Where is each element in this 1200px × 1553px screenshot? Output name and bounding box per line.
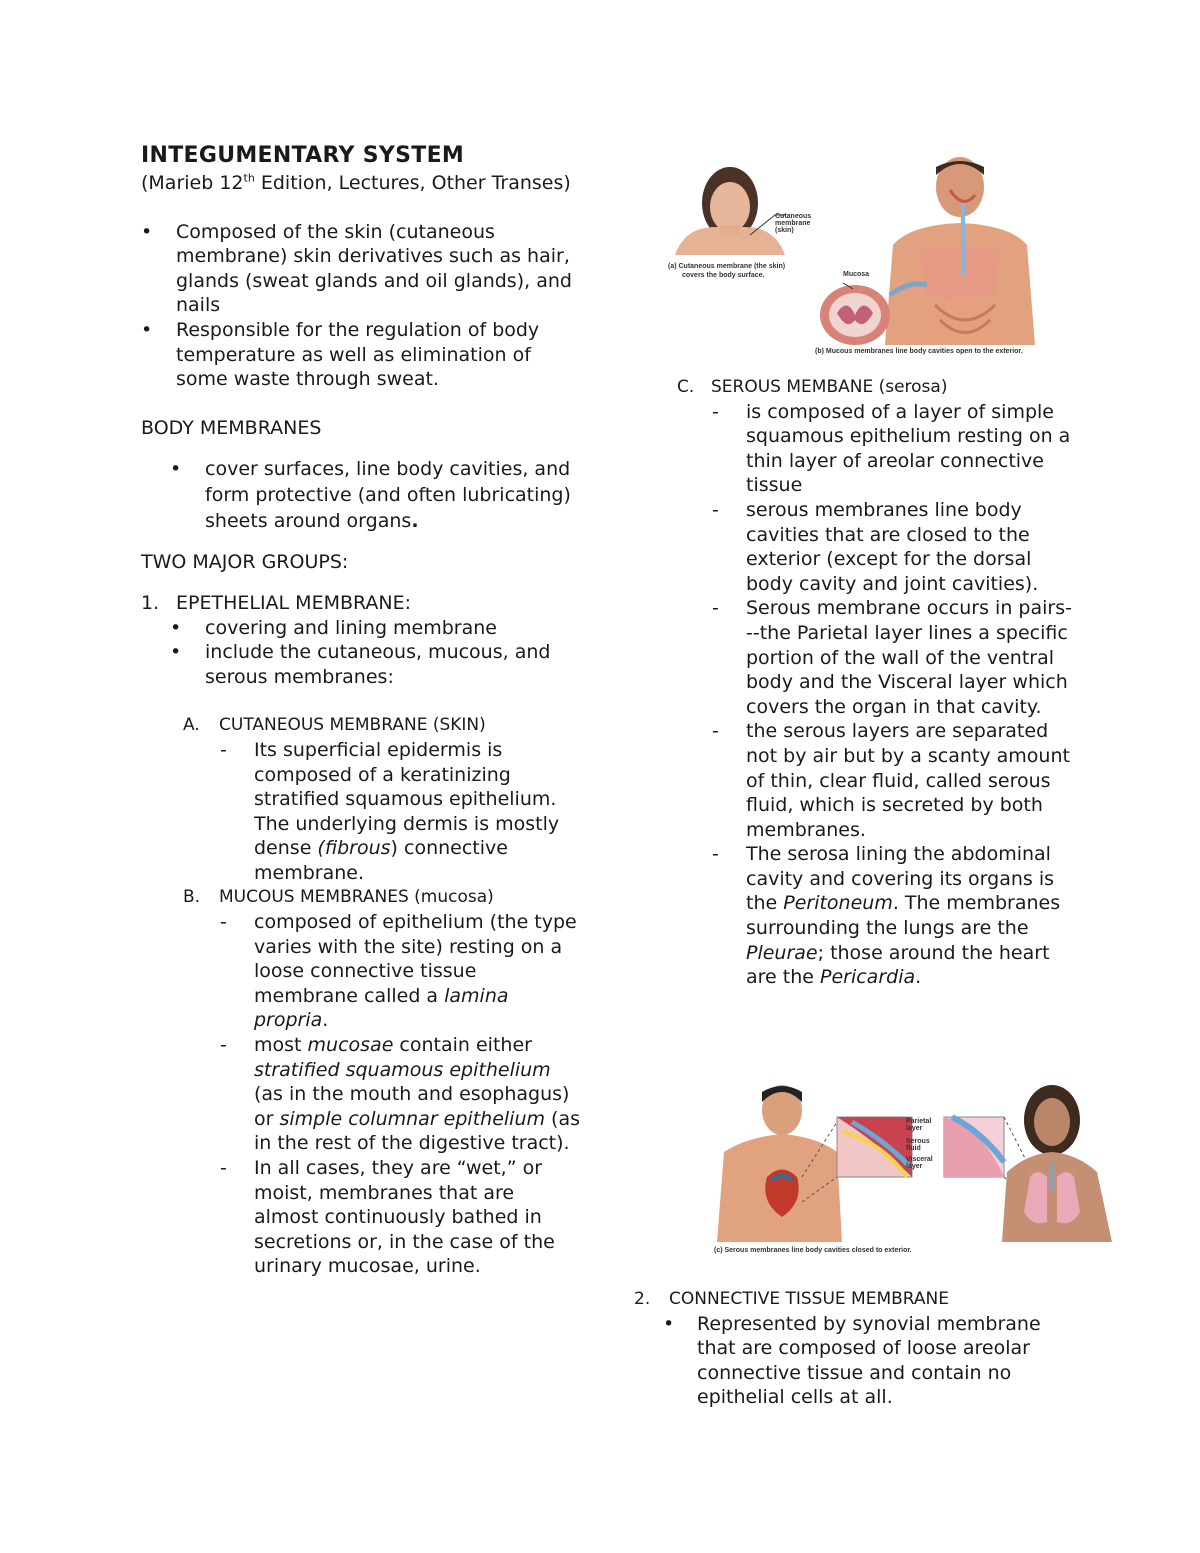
figure-serous-membranes <box>712 1082 1122 1262</box>
group2-section <box>634 1287 1074 1410</box>
intro-bullet-2: • Responsible for the regulation of body temperature as well as elimination of some waste through sweat. <box>141 318 581 392</box>
two-groups-heading: TWO MAJOR GROUPS: <box>141 551 349 574</box>
page-title: INTEGUMENTARY SYSTEM <box>141 143 465 168</box>
body-membranes-heading: BODY MEMBRANES <box>141 416 322 439</box>
intro-bullet-1: • Composed of the skin (cutaneous membrane) skin derivatives such as hair, glands (sweat glands and oil glands), and nails <box>141 220 581 318</box>
fig1-caption-b: (b) Mucous membranes line body cavities open to the exterior. <box>815 348 1023 355</box>
group2-heading: 2. CONNECTIVE TISSUE MEMBRANE <box>634 1289 949 1309</box>
group1-bullet-2: • include the cutaneous, mucous, and serous membranes: <box>141 640 581 689</box>
fig2-label-fluid: Serous fluid <box>906 1138 930 1152</box>
group1-bullet-1: • covering and lining membrane <box>141 616 581 641</box>
figure-serous-illustration <box>712 1082 1122 1262</box>
group2-bullet: • Represented by synovial membrane that are composed of loose areolar connective tissue and contain no epithelial cells at all. <box>634 1312 1074 1410</box>
serous-heading: C. SEROUS MEMBANE (serosa) <box>677 377 948 397</box>
fig2-caption: (c) Serous membranes line body cavities closed to exterior. <box>714 1247 912 1254</box>
serous-item-2: - serous membranes line body cavities that are closed to the exterior (except for the dorsal body cavity and joint cavities). <box>712 498 1039 595</box>
mucous-item-2: - most mucosae contain either stratified squamous epithelium (as in the mouth and esophagus) or simple columnar epithelium (as in the rest of the digestive tract). <box>220 1034 580 1155</box>
figure-cutaneous-mucous-illustration <box>665 155 1065 360</box>
mucous-item-3: - In all cases, they are “wet,” or moist, membranes that are almost continuously bathed in secretions or, in the case of the urinary mucosae, urine. <box>220 1157 555 1278</box>
serous-item-4: - the serous layers are separated not by air but by a scanty amount of thin, clear fluid, called serous fluid, which is secreted by both membranes. <box>712 720 1070 841</box>
body-membranes-bullet: • cover surfaces, line body cavities, and form protective (and often lubricating) sheets around organs. <box>141 456 581 534</box>
fig1-caption-a-line1: (a) Cutaneous membrane (the skin) <box>668 263 786 270</box>
right-column <box>634 375 1074 990</box>
mucous-item-1: - composed of epithelium (the type varies with the site) resting on a loose connective tissue membrane called a lamina propria. <box>220 911 577 1032</box>
serous-item-5: - The serosa lining the abdominal cavity and covering its organs is the Peritoneum. The membranes surrounding the lungs are the Pleurae; those around the heart are the Pericardia. <box>712 843 1061 989</box>
fig2-label-parietal: Parietal layer <box>906 1118 932 1132</box>
group1-heading: 1. EPETHELIAL MEMBRANE: <box>141 591 412 614</box>
source-line: (Marieb 12th Edition, Lectures, Other Transes) <box>141 171 571 194</box>
serous-item-3: - Serous membrane occurs in pairs---the Parietal layer lines a specific portion of the wall of the ventral body and the Visceral layer which covers the organ in that cavity. <box>712 597 1072 718</box>
cutaneous-item-1: - Its superficial epidermis is composed of a keratinizing stratified squamous epithelium. The underlying dermis is mostly dense (fibrous) connective membrane. <box>220 738 560 884</box>
fig1-label-cutaneous: Cutaneous membrane (skin) <box>775 213 812 234</box>
fig1-label-mucosa: Mucosa <box>843 271 870 278</box>
serous-item-1: - is composed of a layer of simple squamous epithelium resting on a thin layer of areolar connective tissue <box>712 400 1071 497</box>
fig2-label-visceral: Visceral layer <box>906 1156 933 1170</box>
left-column <box>141 141 581 1279</box>
figure-cutaneous-mucous <box>665 155 1065 360</box>
fig1-caption-a-line2: covers the body surface. <box>682 272 765 279</box>
mucous-heading: B. MUCOUS MEMBRANES (mucosa) <box>183 887 494 908</box>
cutaneous-heading: A. CUTANEOUS MEMBRANE (SKIN) <box>183 715 486 736</box>
